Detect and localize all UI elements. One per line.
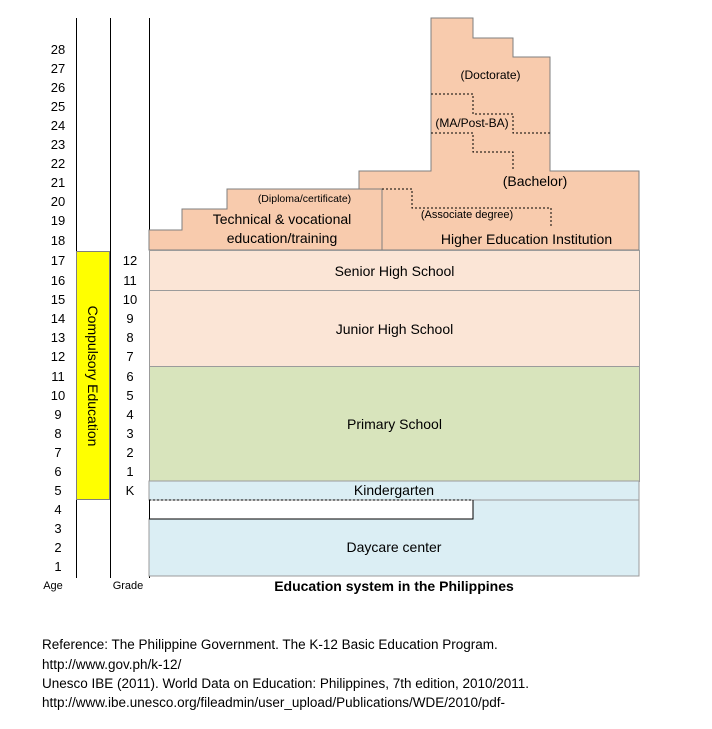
daycare-band [149,500,639,576]
reference-url: http://www.gov.ph/k-12/ [42,657,182,672]
doctorate-label: (Doctorate) [460,68,521,82]
age-label: 18 [50,233,66,248]
daycare-label: Daycare center [346,539,442,555]
age-label: 25 [50,99,66,114]
age-label: 2 [54,540,62,555]
age-label: 22 [50,156,66,171]
reference-url: http://www.ibe.unesco.org/fileadmin/user_upload/Publications/WDE/2010/pdf- [42,695,506,710]
age-label: 21 [50,175,66,190]
age-label: 5 [54,483,62,498]
reference-line: Unesco IBE (2011). World Data on Education: Philippines, 7th edition, 2010/2011. [42,676,530,691]
tvet-label-line1: Technical & vocational [212,211,352,227]
compulsory-education-label: Compulsory Education [85,305,101,446]
age-label: 3 [54,521,62,536]
age-label: 28 [50,42,66,57]
grade-axis-label: Grade [112,580,144,592]
age-label: 12 [50,349,66,364]
age-label: 11 [51,369,65,384]
grade-label: 12 [122,253,138,268]
age-label: 26 [50,80,66,95]
age-label: 20 [50,194,66,209]
age-label: 13 [50,330,66,345]
grade-label: 3 [126,426,134,441]
kindergarten-label: Kindergarten [353,482,435,498]
age-label: 23 [50,137,66,152]
age-label: 27 [50,61,66,76]
grade-label: 11 [123,273,137,288]
age-label: 1 [54,559,62,574]
associate-degree-label: (Associate degree) [420,209,514,221]
grade-label: 9 [126,311,134,326]
junior-high-school-label: Junior High School [335,320,454,337]
grade-label: 7 [126,349,134,364]
age-label: 24 [50,118,66,133]
grade-label: K [125,483,135,498]
age-label: 10 [50,388,66,403]
primary-school-label: Primary School [347,416,442,432]
age-label: 15 [50,292,66,307]
masters-label: (MA/Post-BA) [435,116,509,130]
diagram-title: Education system in the Philippines [274,578,514,594]
diploma-label: (Diploma/certificate) [257,193,352,205]
grade-label: 1 [126,464,134,479]
grade-label: 10 [122,292,138,307]
grade-label: 2 [126,445,134,460]
reference-line: Reference: The Philippine Government. The K-12 Basic Education Program. [42,637,498,652]
tvet-label-line2: education/training [226,230,338,246]
senior-high-school-label: Senior High School [334,262,455,279]
bachelor-label: (Bachelor) [502,173,568,189]
age-label: 6 [54,464,62,479]
grade-label: 6 [126,369,134,384]
kindergarten-daycare-divider [149,500,473,519]
age-label: 8 [54,426,62,441]
age-label: 16 [50,273,66,288]
age-label: 7 [54,445,62,460]
grade-label: 4 [126,407,134,422]
age-label: 9 [54,407,62,422]
age-axis-label: Age [43,580,63,592]
age-label: 17 [50,253,66,268]
grade-label: 5 [126,388,134,403]
age-label: 4 [54,502,62,517]
age-label: 19 [50,213,66,228]
hei-label: Higher Education Institution [440,231,613,247]
age-label: 14 [50,311,66,326]
grade-label: 8 [126,330,134,345]
